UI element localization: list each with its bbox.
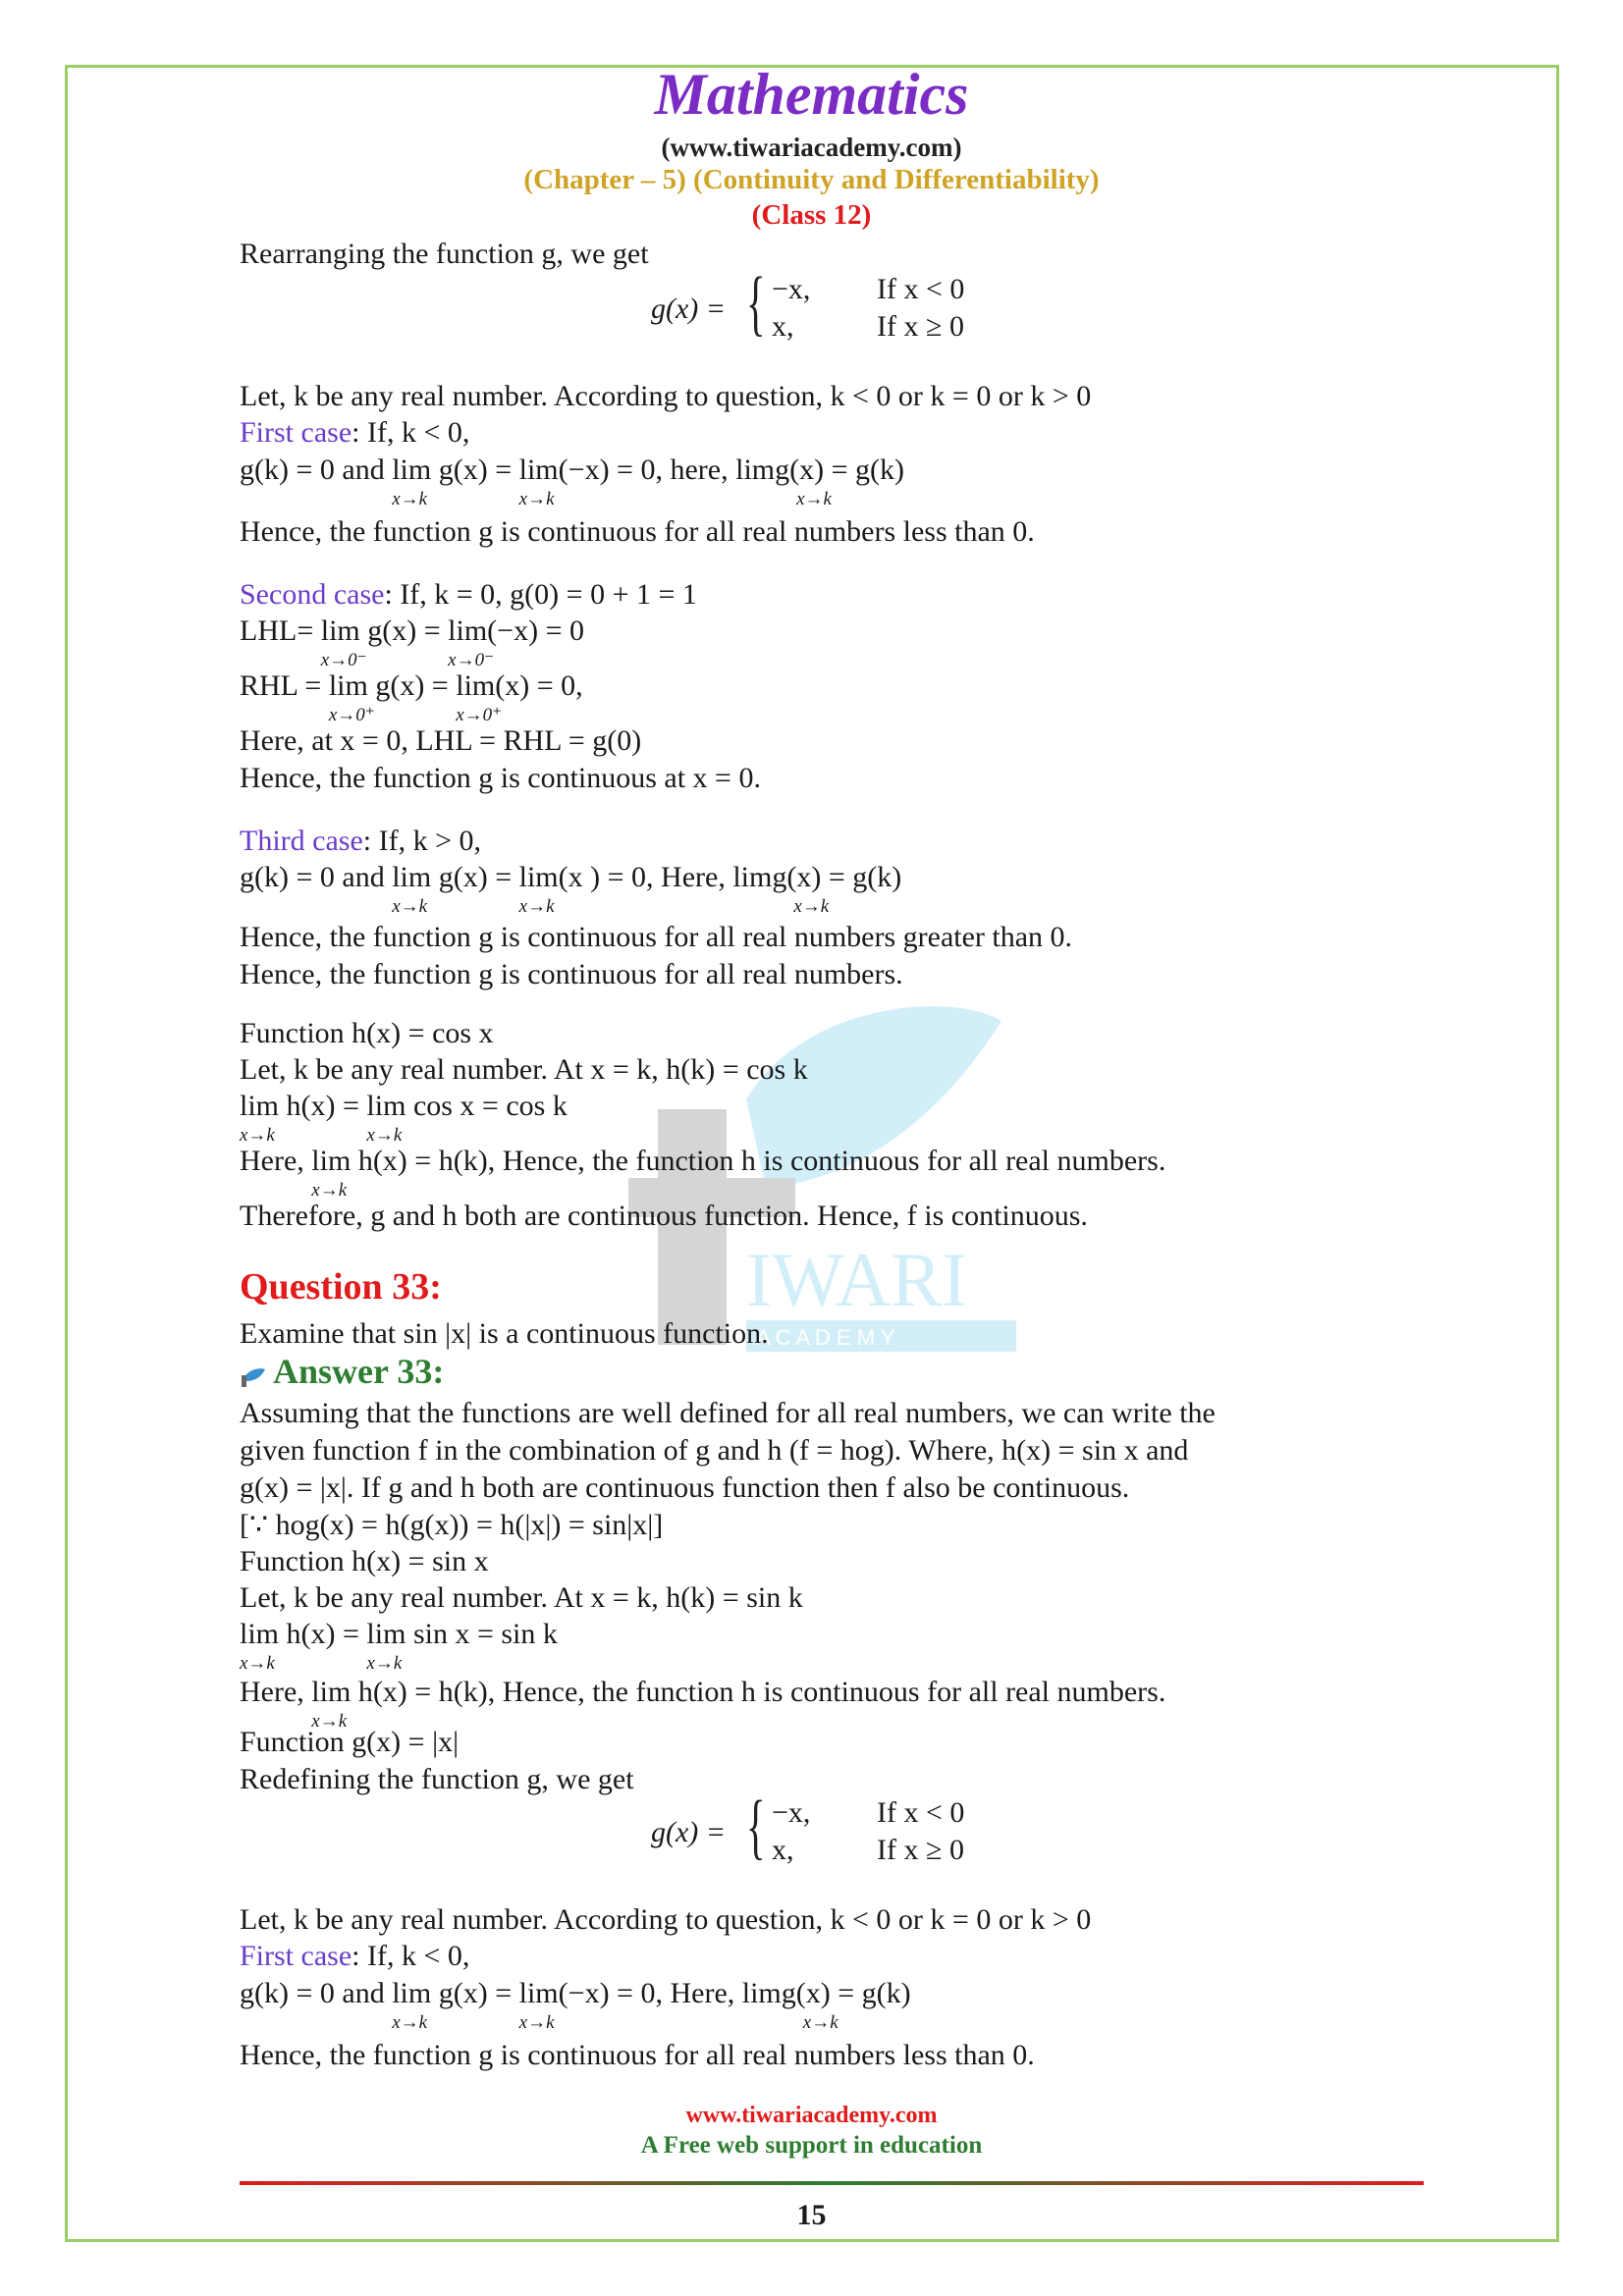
- answer-label: Answer 33:: [273, 1352, 445, 1391]
- text-line: Hence, the function g is continuous for all real numbers.: [240, 958, 903, 990]
- limit-line: Here, lim x→k h(x) = h(k), Hence, the function h is continuous for all real numbers.: [240, 1676, 1166, 1732]
- text-line: Redefining the function g, we get: [240, 1763, 634, 1795]
- piecewise-val-2: x,: [772, 310, 794, 343]
- text-line: Therefore, g and h both are continuous function. Hence, f is continuous.: [240, 1200, 1088, 1232]
- limit-operator: lim x→k: [518, 1977, 559, 2033]
- limit-operator: lim x→k: [240, 1090, 280, 1146]
- third-case-line: [240, 825, 481, 858]
- answer-heading-line: [240, 1352, 445, 1391]
- limit-operator: lim x→k: [311, 1676, 352, 1732]
- header-url: (www.tiwariacademy.com): [661, 133, 962, 162]
- piecewise-cond-2: If x ≥ 0: [877, 310, 964, 343]
- equation-part: g(x) = g(k): [775, 454, 905, 486]
- limit-operator: lim x→0⁻: [320, 614, 367, 670]
- text-line: Rearranging the function g, we get: [240, 238, 649, 270]
- case-condition: : If, k < 0,: [352, 416, 470, 449]
- limit-operator: lim x→k: [741, 1977, 839, 2033]
- case-condition: : If, k < 0,: [352, 1940, 470, 1972]
- text-line: Let, k be any real number. At x = k, h(k) = sin k: [240, 1581, 803, 1614]
- case-label: First case: [240, 416, 352, 449]
- brace: {: [746, 1787, 766, 1867]
- chapter-title: (Chapter – 5) (Continuity and Differentiability): [523, 164, 1100, 195]
- second-case-line: [240, 578, 697, 612]
- text-line: given function f in the combination of g and h (f = hog). Where, h(x) = sin x and: [240, 1434, 1189, 1467]
- limit-operator: lim x→k: [311, 1145, 352, 1201]
- limit-operator: lim x→k: [735, 454, 832, 509]
- text-line: [∵ hog(x) = h(g(x)) = h(|x|) = sin|x|]: [240, 1509, 664, 1541]
- text-line: Hence, the function g is continuous at x = 0.: [240, 762, 761, 794]
- equation-part: (−x) = 0, here,: [558, 454, 729, 486]
- limit-line: [240, 454, 905, 509]
- page-title: Mathematics: [654, 62, 969, 127]
- footer-divider: [240, 2181, 1424, 2185]
- first-case-line: [240, 1940, 469, 1973]
- piecewise-lhs: g(x) =: [651, 1816, 727, 1848]
- page-number: 15: [796, 2199, 827, 2231]
- equation-part: g(k) = 0 and: [240, 454, 385, 486]
- footer-url[interactable]: www.tiwariacademy.com: [685, 2103, 938, 2128]
- piecewise-lhs: g(x) =: [651, 293, 727, 325]
- case-label: Third case: [240, 825, 363, 857]
- limit-operator: lim x→0⁺: [328, 669, 375, 725]
- class-label: (Class 12): [751, 199, 872, 231]
- lhl-line: LHL= lim x→0⁻ g(x) = lim x→0⁻ (−x) = 0: [240, 614, 584, 670]
- case-condition: : If, k > 0,: [362, 825, 482, 857]
- question-text: Examine that sin |x| is a continuous function.: [240, 1317, 769, 1350]
- limit-operator: lim x→k: [240, 1618, 280, 1674]
- limit-operator: lim x→0⁻: [448, 614, 495, 670]
- footer-tagline: A Free web support in education: [640, 2132, 983, 2159]
- watermark-text: IWARI: [746, 1237, 968, 1322]
- case-condition: : If, k = 0, g(0) = 0 + 1 = 1: [384, 578, 697, 611]
- piecewise-val-1: −x,: [772, 1796, 811, 1829]
- text-line: Hence, the function g is continuous for all real numbers greater than 0.: [240, 921, 1073, 953]
- piecewise-cond-1: If x < 0: [877, 1796, 965, 1829]
- text-line: Let, k be any real number. According to question, k < 0 or k = 0 or k > 0: [240, 1903, 1092, 1936]
- text-line: Let, k be any real number. According to question, k < 0 or k = 0 or k > 0: [240, 380, 1092, 412]
- text-line: Function h(x) = sin x: [240, 1545, 489, 1577]
- limit-line: Here, lim x→k h(x) = h(k), Hence, the function h is continuous for all real numbers.: [240, 1145, 1166, 1201]
- limit-operator: lim x→0⁺: [456, 669, 503, 725]
- text-line: Hence, the function g is continuous for all real numbers less than 0.: [240, 2039, 1035, 2071]
- limit-operator: lim x→k: [732, 861, 830, 917]
- text-line: g(x) = |x|. If g and h both are continuous function then f also be continuous.: [240, 1471, 1130, 1504]
- text-line: Hence, the function g is continuous for all real numbers less than 0.: [240, 515, 1035, 548]
- limit-line: g(k) = 0 and lim x→k g(x) = lim x→k (−x) = 0, Here, lim x→k g(x) = g(k): [240, 1977, 911, 2033]
- first-case-line: [240, 416, 469, 450]
- limit-operator: lim x→k: [366, 1618, 406, 1674]
- limit-operator: lim x→k: [392, 1977, 432, 2033]
- piecewise-cond-1: If x < 0: [877, 273, 965, 305]
- limit-operator: lim x→k: [392, 861, 432, 917]
- rhl-line: RHL = lim x→0⁺ g(x) = lim x→0⁺ (x) = 0,: [240, 669, 583, 725]
- text-line: Here, at x = 0, LHL = RHL = g(0): [240, 724, 642, 757]
- limit-line: g(k) = 0 and lim x→k g(x) = lim x→k (x ) = 0, Here, lim x→k g(x) = g(k): [240, 861, 902, 917]
- piecewise-val-2: x,: [772, 1834, 794, 1866]
- answer-icon: [240, 1365, 267, 1387]
- watermark-subtext: A C A D E M Y: [756, 1325, 895, 1350]
- text-line: Let, k be any real number. At x = k, h(k) = cos k: [240, 1053, 808, 1086]
- text-line: Function g(x) = |x|: [240, 1726, 460, 1758]
- question-heading: Question 33:: [240, 1266, 442, 1308]
- text-line: Assuming that the functions are well defined for all real numbers, we can write the: [240, 1397, 1216, 1429]
- text-line: Function h(x) = cos x: [240, 1017, 494, 1049]
- piecewise-cond-2: If x ≥ 0: [877, 1834, 964, 1866]
- limit-line: lim x→k h(x) = lim x→k sin x = sin k: [240, 1618, 558, 1674]
- case-label: First case: [240, 1940, 352, 1972]
- piecewise-val-1: −x,: [772, 273, 811, 305]
- limit-operator: lim x→k: [518, 861, 559, 917]
- limit-operator: lim x→k: [366, 1090, 406, 1146]
- equation-part: g(x) =: [438, 454, 513, 486]
- case-label: Second case: [240, 578, 385, 611]
- brace: {: [746, 263, 766, 344]
- limit-operator: lim x→k: [392, 454, 432, 509]
- limit-line: lim x→k h(x) = lim x→k cos x = cos k: [240, 1090, 568, 1146]
- limit-operator: lim x→k: [518, 454, 559, 509]
